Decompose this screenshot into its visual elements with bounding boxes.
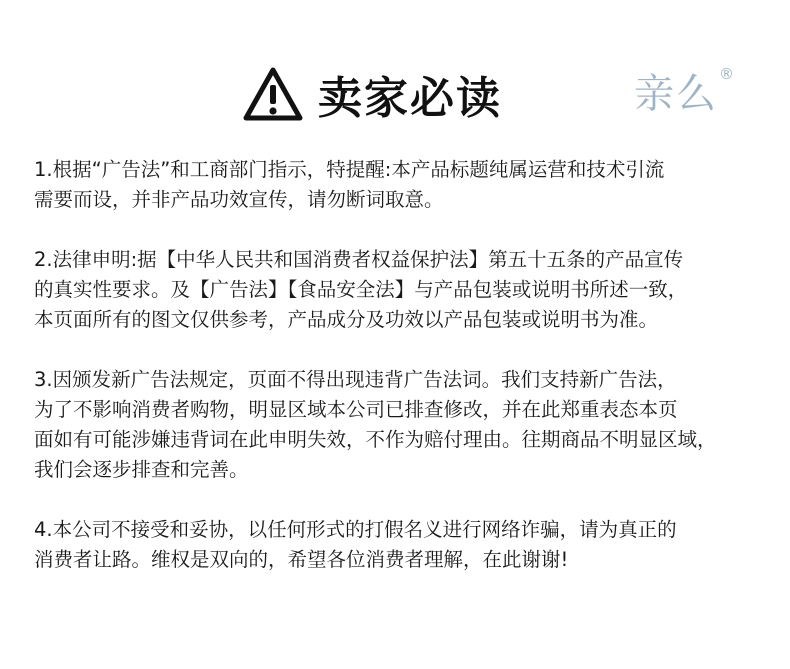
- header: [0, 58, 790, 128]
- text-line: 2.法律申明:据【中华人民共和国消费者权益保护法】第五十五条的产品宣传: [34, 248, 684, 271]
- notice-paragraph-2: [34, 245, 784, 335]
- text-line: 我们会逐步排查和完善。: [34, 458, 249, 481]
- text-line: 消费者让路。维权是双向的，希望各位消费者理解，在此谢谢!: [34, 548, 569, 571]
- notice-paragraph-1: [34, 155, 784, 215]
- registered-mark: ®: [719, 65, 734, 83]
- text-line: 4.本公司不接受和妥协，以任何形式的打假名义进行网络诈骗，请为真正的: [34, 518, 677, 541]
- text-line: 3.因颁发新广告法规定，页面不得出现违背广告法词。我们支持新广告法，: [34, 368, 677, 391]
- text-line: 的真实性要求。及【广告法】【食品安全法】与产品包装或说明书所述一致，: [34, 278, 688, 301]
- notice-paragraph-4: [34, 515, 784, 575]
- notice-content: [34, 155, 784, 605]
- brand-name: 亲么: [634, 71, 718, 117]
- text-line: 为了不影响消费者购物，明显区域本公司已排查修改，并在此郑重表态本页: [34, 398, 678, 421]
- page-title: 卖家必读: [318, 73, 502, 124]
- warning-triangle-icon: [242, 66, 304, 122]
- title-group: [242, 62, 502, 126]
- notice-paragraph-3: [34, 365, 784, 485]
- text-line: 需要而设，并非产品功效宣传，请勿断词取意。: [34, 188, 444, 211]
- text-line: 1.根据“广告法”和工商部门指示，特提醒:本产品标题纯属运营和技术引流: [34, 158, 665, 181]
- text-line: 本页面所有的图文仅供参考，产品成分及功效以产品包装或说明书为准。: [34, 308, 659, 331]
- text-line: 面如有可能涉嫌违背词在此申明失效，不作为赔付理由。往期商品不明显区域，: [34, 428, 717, 451]
- brand-logo: [634, 66, 734, 126]
